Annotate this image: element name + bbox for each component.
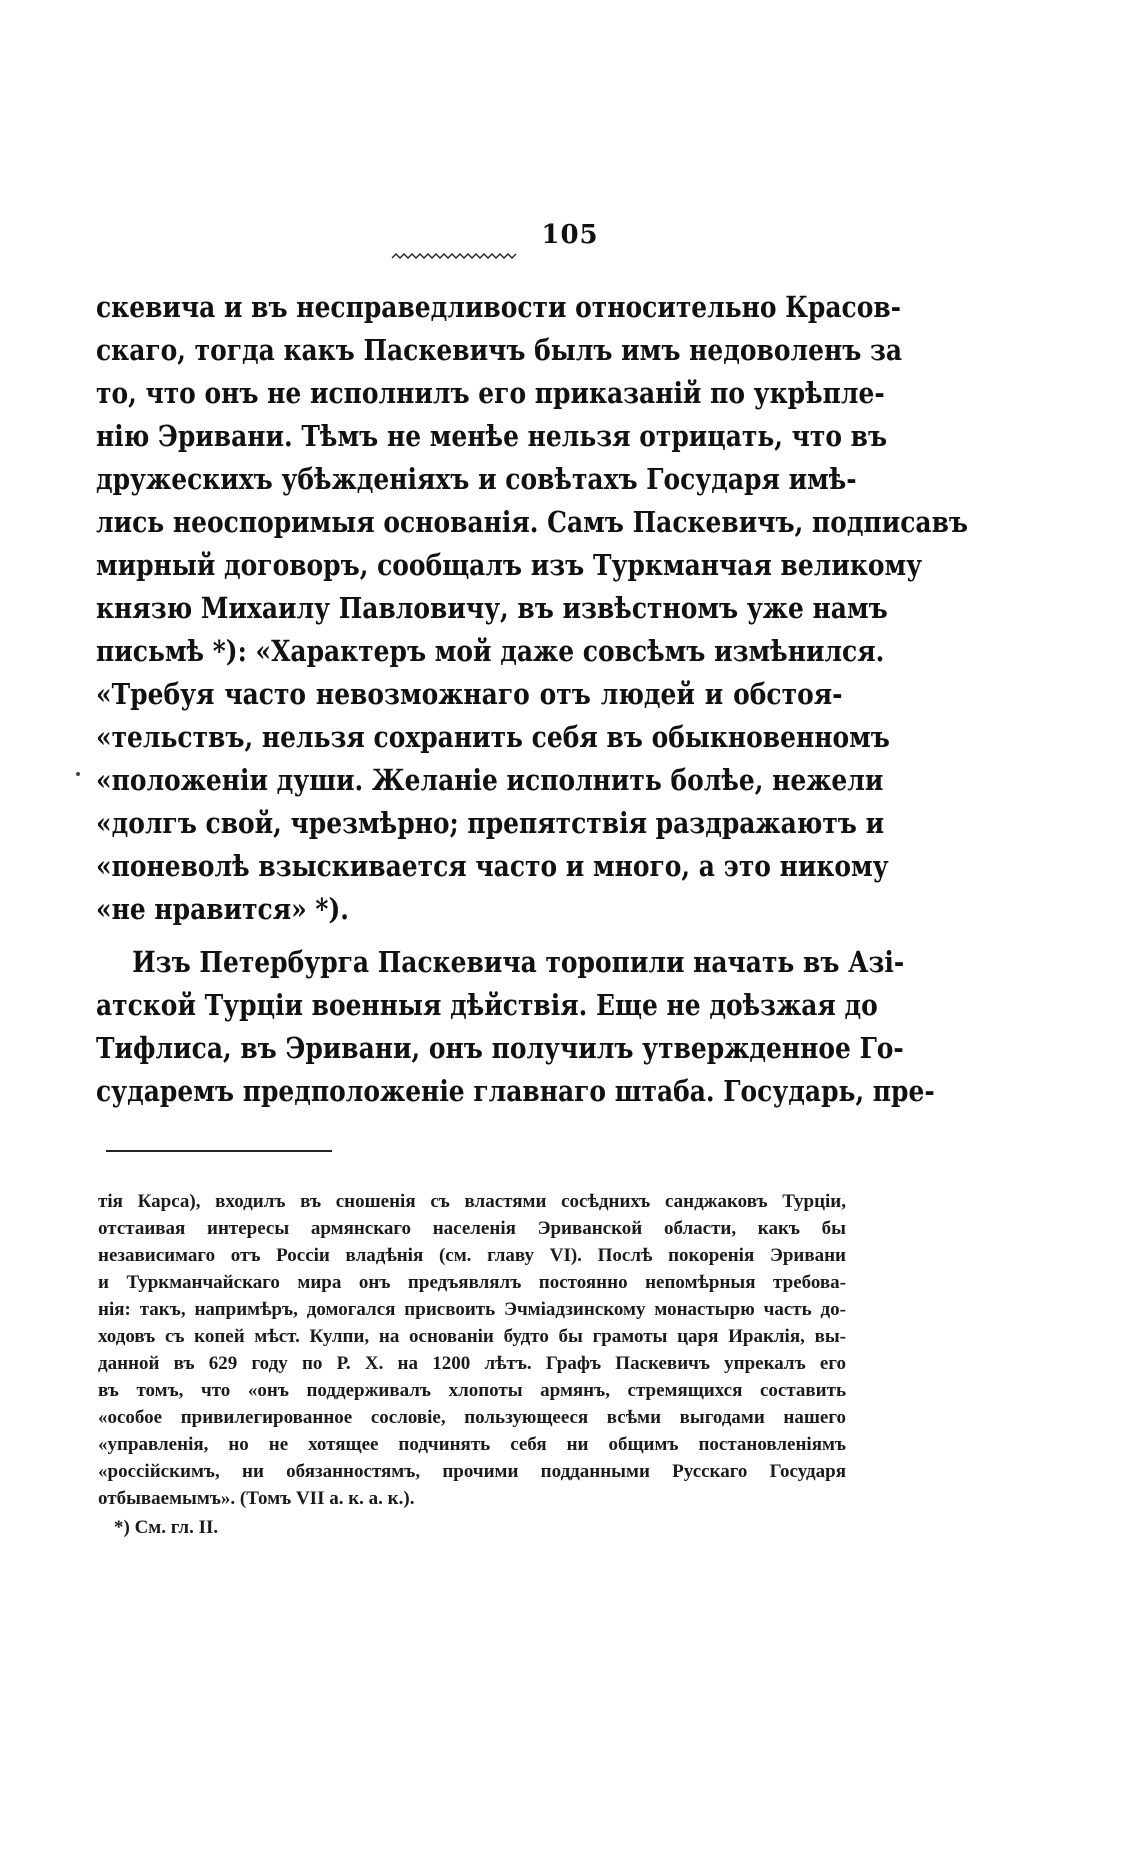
- paragraph-gap: [96, 931, 738, 941]
- text-line: дружескихъ убѣжденіяхъ и совѣтахъ Государя имѣ-: [96, 462, 857, 496]
- text-line: «долгъ свой, чрезмѣрно; препятствія раздражаютъ и: [96, 806, 885, 840]
- page-number: 105: [541, 220, 599, 250]
- text-line: лись неоспоримыя основанія. Самъ Паскевичъ, подписавъ: [96, 505, 969, 539]
- page-number-ornament: [390, 248, 520, 262]
- text-line: письмѣ *): «Характеръ мой даже совсѣмъ измѣнился.: [96, 634, 885, 668]
- text-line: «не нравится» *).: [96, 892, 349, 926]
- footnote-line: отбываемымъ». (Томъ VII а. к. а. к.).: [98, 1488, 415, 1509]
- paragraph-first-line: Изъ Петербурга Паскевича торопили начать въ Азі-: [132, 945, 905, 979]
- footnote-line: и Туркманчайскаго мира онъ предъявлялъ постоянно непомѣрныя требова-: [98, 1272, 846, 1293]
- text-line: скевича и въ несправедливости относительно Красов-: [96, 290, 902, 324]
- footnote-line: независимаго отъ Россіи владѣнія (см. главу VI). Послѣ покоренія Эривани: [98, 1245, 846, 1266]
- footnote-separator: [106, 1150, 332, 1152]
- footnote-line: данной въ 629 году по Р. Х. на 1200 лѣтъ. Графъ Паскевичъ упрекалъ его: [98, 1353, 846, 1374]
- scan-artifact: [76, 772, 80, 776]
- footnote-line: тія Карса), входилъ въ сношенія съ властями сосѣднихъ санджаковъ Турціи,: [98, 1191, 846, 1212]
- footnote-line: нія: такъ, напримѣръ, домогался присвоить Эчміадзинскому монастырю часть до-: [98, 1299, 846, 1320]
- text-line: князю Михаилу Павловичу, въ извѣстномъ уже намъ: [96, 591, 888, 625]
- text-line: «положеніи души. Желаніе исполнить болѣе, нежели: [96, 763, 884, 797]
- footnote-line: «особое привилегированное сословіе, пользующееся всѣми выгодами нашего: [98, 1407, 846, 1428]
- text-line: скаго, тогда какъ Паскевичъ былъ имъ недоволенъ за: [96, 333, 903, 367]
- text-line: Тифлиса, въ Эривани, онъ получилъ утвержденное Го-: [96, 1031, 904, 1065]
- text-line: то, что онъ не исполнилъ его приказаній по укрѣпле-: [96, 376, 885, 410]
- footnotes: [98, 1188, 846, 1541]
- footnote-line: «управленія, но не хотящее подчинять себя ни общимъ постановленіямъ: [98, 1434, 846, 1455]
- text-line: нію Эривани. Тѣмъ не менѣе нельзя отрицать, что въ: [96, 419, 888, 453]
- text-line: атской Турціи военныя дѣйствія. Еще не доѣзжая до: [96, 988, 878, 1022]
- footnote-line: ходовъ съ копей мѣст. Кулпи, на основаніи будто бы грамоты царя Ираклія, вы-: [98, 1326, 846, 1347]
- text-line: «поневолѣ взыскивается часто и много, а это никому: [96, 849, 889, 883]
- main-text: [96, 286, 969, 1113]
- footnote-line: отстаивая интересы армянскаго населенія Эриванской области, какъ бы: [98, 1218, 846, 1239]
- text-line: сударемъ предположеніе главнаго штаба. Государь, пре-: [96, 1074, 935, 1108]
- text-line: «тельствъ, нельзя сохранить себя въ обыкновенномъ: [96, 720, 890, 754]
- text-line: «Требуя часто невозможнаго отъ людей и обстоя-: [96, 677, 843, 711]
- text-line: мирный договоръ, сообщалъ изъ Туркманчая великому: [96, 548, 923, 582]
- footnote-line: въ томъ, что «онъ поддерживалъ хлопоты армянъ, стремящихся составить: [98, 1380, 846, 1401]
- footnote-reference: *) См. гл. II.: [114, 1517, 219, 1538]
- footnote-line: «россійскимъ, ни обязанностямъ, прочими подданными Русскаго Государя: [98, 1461, 846, 1482]
